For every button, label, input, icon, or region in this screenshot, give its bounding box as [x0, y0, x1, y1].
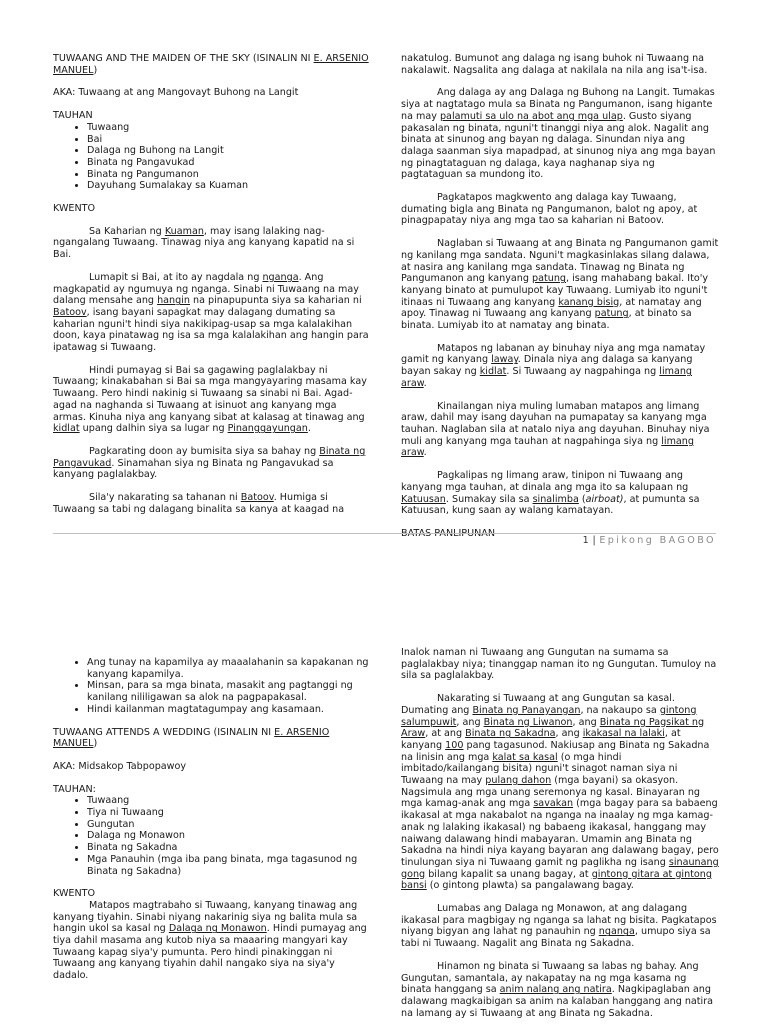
underlined-term: Binata ng Liwanon: [483, 716, 573, 728]
text-run: Hinamon ng binata si Tuwaang sa labas ng bahay. Ang Gungutan, samantala, ay nakapatay na ng mga kasama ng binata hanggang sa: [401, 960, 699, 996]
text-run: .: [423, 447, 427, 459]
underlined-term: kalat sa kasal: [492, 751, 558, 763]
text-run: Lumabas ang Dalaga ng Monawon, at ang dalagang ikakasal para magbigay ng nganga sa lahat ng bisita. Pagkatapos niyang bigyan ang lahat ng panauhin ng: [401, 903, 717, 938]
text-run: TUWAANG AND THE MAIDEN OF THE SKY (ISINALIN NI: [53, 53, 314, 64]
text-run: . Nagkipaglaban ang dalawang magkaibigan sa anim na kalaban hanggang ang natira na lamang ay si Tuwaang at ang Binata ng Sakadna.: [401, 984, 714, 1019]
underlined-term: savakan: [533, 798, 574, 810]
underlined-term: ikakasal na lalaki: [582, 728, 665, 740]
text-run: , ang: [456, 716, 484, 728]
underlined-term: patung: [594, 308, 629, 320]
paragraph: [53, 900, 371, 982]
list-item: • Dalaga ng Buhong na Langit: [87, 145, 371, 157]
paragraph: [401, 693, 719, 892]
underlined-term: Katuusan: [401, 493, 446, 505]
list-item: • Tiya ni Tuwaang: [87, 807, 371, 819]
document-page-2: [0, 645, 768, 1024]
underlined-term: kidlat: [53, 423, 80, 435]
list-item: • Bai: [87, 134, 371, 146]
paragraph: [53, 110, 371, 122]
underlined-term: patung: [532, 273, 566, 285]
underlined-term: Batoov: [240, 492, 274, 504]
text-run: , at pumunta sa Katuusan, kung saan ay walang kamatayan.: [401, 493, 700, 517]
footer-separator: |: [592, 535, 596, 546]
text-run: . Gusto siyang pakasalan ng binata, nguni't tinanggi niya ang alok. Nagalit ang binata at sinunog ang bayan ng dalaga. Sinundan niya ang dalaga saanman siya mapadpad, at sinunog niya ang mga bayan ng pinagtataguan ng dalaga, kaya naghanap siya ng pagtataguan sa mundong ito.: [401, 110, 716, 181]
underlined-term: nganga: [598, 926, 635, 938]
paragraph: [401, 961, 719, 1020]
paragraph: [401, 238, 719, 332]
list-item: • Binata ng Pangumanon: [87, 169, 371, 181]
list-item: • Minsan, para sa mga binata, masakit ang pagtanggi ng kanilang nililigawan sa alok na pagpapakasal.: [87, 680, 371, 703]
underlined-term: E. ARSENIO MANUEL: [53, 726, 330, 750]
underlined-term: Binata ng Panayangan: [472, 704, 581, 716]
text-run: Pagkalipas ng limang araw, tinipon ni Tuwaang ang kanyang mga tauhan, at dinala ang mga ito sa kalupaan ng: [401, 470, 689, 493]
paragraph: [53, 53, 371, 76]
list-item: • Hindi kailanman magtatagumpay ang kasamaan.: [87, 704, 371, 716]
paragraph: [401, 192, 719, 227]
underlined-term: Binata ng Sakadna: [465, 728, 556, 740]
text-run: (mga bagay para sa babaeng ikakasal at mga nakabalot na nganga na inaalay ng mga kamag-anak ng lalaking ikakasal) ng babaeng ikakasal, hanggang may naiwang dalawang hindi mabayaran. Umamin ang Binata ng Sakadna na hindi niya kayang bayaran ang dalawang bagay, pero tinulungan siya ni Tuwaang gamit ng paglikha ng isang: [401, 798, 719, 868]
text-run: . Ang magkapatid ay ngumuya ng nganga. Sinabi ni Tuwaang na may dalang mensahe ang: [53, 271, 359, 307]
paragraph: [53, 888, 371, 900]
text-run: , isang bayani sapagkat may dalagang dumating sa kaharian nguni't hindi siya nakikipag-usap sa mga kalalakihan doon, kaya pinatawag ng isa sa mga kalalakihan ang hangin para ipatawag si Tuwaang.: [53, 306, 369, 354]
paragraph: [53, 761, 371, 773]
paragraph: [53, 272, 371, 354]
page2-right-column: [401, 647, 719, 1019]
text-run: Inalok naman ni Tuwaang ang Gungutan na sumama sa paglalakbay niya; tinanggap naman ito ng Gungutan. Tumuloy na sila sa paglalakbay.: [401, 647, 717, 682]
text-run: , isang mahabang bakal. Ito'y kanyang binato at pumulupot kay Tuwaang. Lumiyab ito nguni't itinaas ni Tuwaang ang kanyang: [401, 273, 709, 308]
text-run: Pagkarating doon ay bumisita siya sa bahay ng: [89, 445, 320, 457]
text-run: , may isang lalaking nag-ngangalang Tuwaang. Tinawag niya ang kanyang kapatid na si Bai.: [53, 225, 355, 261]
paragraph: [53, 226, 371, 261]
underlined-term: limang araw: [401, 366, 693, 389]
paragraph: [53, 784, 371, 796]
text-run: , ang: [555, 728, 583, 740]
text-run: Matapos magtrabaho si Tuwaang, kanyang tinawag ang kanyang tiyahin. Sinabi niyang nakarinig siya ng balita mula sa hangin ukol sa kasal ng: [53, 899, 358, 935]
underlined-term: anim nalang ang natira: [499, 984, 612, 996]
underlined-term: gintong gitara at gintong bansi: [401, 868, 712, 892]
text-run: upang dalhin siya sa lugar ng: [79, 423, 228, 435]
underlined-term: gintong salumpuwit: [401, 704, 697, 728]
page-footer: [583, 535, 716, 547]
text-run: Lumapit si Bai, at ito ay nagdala ng: [89, 271, 263, 283]
list-item: • Dayuhang Sumalakay sa Kuaman: [87, 180, 371, 192]
paragraph: [401, 401, 719, 460]
text-run: AKA: Tuwaang at ang Mangovayt Buhong na Langit: [53, 87, 299, 99]
underlined-term: Kuaman: [164, 225, 204, 237]
text-run: , umupo siya sa tabi ni Tuwaang. Nagalit ang Binata ng Sakadna.: [401, 926, 711, 950]
page-number: 1: [582, 535, 590, 546]
text-run: . Sumakay sila sa: [445, 493, 533, 505]
underlined-term: laway: [491, 354, 518, 366]
paragraph: [53, 365, 371, 435]
text-run: , ang: [572, 716, 600, 728]
text-run: airboat): [585, 493, 624, 505]
footer-rule: [53, 533, 716, 534]
underlined-term: pulang dahon: [485, 775, 552, 787]
text-run: Sila'y nakarating sa tahanan ni: [89, 492, 241, 504]
paragraph: [401, 647, 719, 682]
bullet-list: [53, 657, 371, 716]
text-run: . Humiga si Tuwaang sa tabi ng dalagang binalita sa kanya at kaagad na: [53, 492, 345, 515]
paragraph: [53, 446, 371, 481]
list-item: • Gungutan: [87, 819, 371, 831]
text-run: ): [93, 738, 98, 750]
text-run: . Sinamahan siya ng Binata ng Pangavukad sa kanyang paglalakbay.: [53, 457, 334, 481]
text-run: TAUHAN: [53, 110, 93, 122]
underlined-term: limang araw: [401, 435, 694, 459]
list-item: • Mga Panauhin (mga iba pang binata, mga tagasunod ng Binata ng Sakadna): [87, 854, 371, 877]
paragraph: [401, 903, 719, 950]
underlined-term: hangin: [157, 295, 190, 307]
text-run: Ang dalaga ay ang Dalaga ng Buhong na Langit. Tumakas siya at nagtatago mula sa Binata ng Pangumanon, isang higante na may: [401, 87, 715, 122]
paragraph: [401, 53, 719, 76]
text-run: , na nakaupo sa: [580, 704, 660, 716]
paragraph: [401, 343, 719, 390]
underlined-term: Pinanggayungan: [227, 423, 308, 435]
page1-right-column: [401, 53, 719, 540]
underlined-term: sinaunang gong: [401, 856, 719, 880]
paragraph: [401, 470, 719, 517]
text-run: , at binato sa binata. Lumiyab ito at namatay ang binata.: [401, 308, 692, 332]
paragraph: [53, 727, 371, 750]
paragraph: [53, 203, 371, 215]
underlined-term: 100: [445, 739, 464, 751]
bullet-list: [53, 122, 371, 192]
list-item: • Binata ng Pangavukad: [87, 157, 371, 169]
text-run: (: [578, 493, 586, 505]
list-item: • Dalaga ng Monawon: [87, 830, 371, 842]
text-run: TUWAANG ATTENDS A WEDDING (ISINALIN NI: [53, 726, 275, 738]
text-run: (o gintong plawta) sa pangalawang bagay.: [426, 880, 634, 892]
paragraph: [53, 87, 371, 99]
text-run: Naglaban si Tuwaang at ang Binata ng Pangumanon gamit ng kanilang mga sandata. Nguni't magkasinlakas silang dalawa, at nasira ang kanilang mga sandata. Tinawag ng Binata ng Pangumanon ang kanyang: [401, 238, 719, 285]
list-item: • Binata ng Sakadna: [87, 842, 371, 854]
text-run: bilang kapalit sa unang bagay, at: [425, 868, 592, 880]
text-run: Pagkatapos magkwento ang dalaga kay Tuwaang, dumating bigla ang Binata ng Pangumanon, balot ng apoy, at pinagpapatay niya ang mga tao sa kaharian ni Batoov.: [401, 192, 698, 227]
bullet-list: [53, 795, 371, 877]
text-run: Nakarating si Tuwaang at ang Gungutan sa kasal. Dumating ang: [401, 693, 675, 716]
text-run: , at namatay ang apoy. Tinawag ni Tuwaang ang kanyang: [401, 296, 702, 320]
text-run: KWENTO: [53, 888, 96, 900]
text-run: . Dinala niya ang dalaga sa kanyang bayan sakay ng: [401, 354, 693, 378]
text-run: . Hindi pumayag ang tiya dahil masama ang kutob niya sa maaaring mangyari kay Tuwaang kapag siya'y pumunta. Pero hindi pinakinggan ni Tuwaang ang kanyang tiyahin dahil nangako siya na siya'y dadalo.: [53, 923, 367, 982]
underlined-term: palamuti sa ulo na abot ang mga ulap: [439, 110, 623, 122]
text-run: Matapos ng labanan ay binuhay niya ang mga namatay gamit ng kanyang: [401, 342, 706, 366]
text-run: pang tagasunod. Nakiusap ang Binata ng Sakadna na linisin ang mga: [401, 739, 710, 763]
text-run: , at kanyang: [401, 728, 681, 751]
underlined-term: kanang bisig: [558, 296, 620, 308]
underlined-term: Dalaga ng Monawon: [168, 923, 267, 935]
text-run: AKA: Midsakop Tabpopawoy: [53, 760, 187, 772]
text-run: . Si Tuwaang ay nagpahinga ng: [506, 366, 660, 378]
text-run: .: [307, 423, 311, 435]
underlined-term: Batoov: [53, 306, 87, 318]
underlined-term: kidlat: [479, 366, 507, 378]
underlined-term: nganga: [262, 271, 299, 283]
underlined-term: Binata ng Pangavukad: [53, 445, 366, 469]
text-run: TAUHAN:: [53, 783, 96, 795]
underlined-term: Binata ng Pagsikat ng Araw: [401, 716, 705, 740]
page2-left-column: [53, 657, 371, 982]
text-run: Kinailangan niya muling lumaban matapos ang limang araw, dahil may isang dayuhan na pumapatay sa kanyang mga tauhan. Naglaban sila at natalo niya ang dayuhan. Binuhay niya muli ang kanyang mga tauhan at nagpahinga siya ng: [401, 400, 710, 447]
underlined-term: E. ARSENIO MANUEL: [53, 53, 369, 76]
paragraph: [53, 492, 371, 515]
text-run: KWENTO: [53, 203, 96, 215]
text-run: (mga bayani) sa okasyon. Nagsimula ang mga unang seremonya ng kasal. Binayaran ng mga kamag-anak ang mga: [401, 775, 701, 810]
text-run: , at ang: [425, 728, 466, 740]
text-run: na pinapupunta siya sa kaharian ni: [189, 295, 362, 307]
page1-left-column: [53, 53, 371, 516]
underlined-term: sinalimba: [532, 493, 579, 505]
text-run: .: [423, 377, 427, 389]
list-item: • Ang tunay na kapamilya ay maaalahanin sa kapakanan ng kanyang kapamilya.: [87, 657, 371, 680]
text-run: Sa Kaharian ng: [89, 225, 165, 237]
list-item: • Tuwaang: [87, 795, 371, 807]
text-run: (o mga hindi imbitado/kailangang bisita) nguni't sinagot naman siya ni Tuwaang na may: [401, 751, 678, 787]
text-run: BATAS PANLIPUNAN: [401, 527, 496, 539]
text-run: nakatulog. Bumunot ang dalaga ng isang buhok ni Tuwaang na nakalawit. Nagsalita ang dalaga at nakilala na nila ang isa't-isa.: [401, 53, 708, 76]
text-run: ): [93, 64, 98, 76]
text-run: Hindi pumayag si Bai sa gagawing paglalakbay ni Tuwaang; kinakabahan si Bai sa mga mangyayaring masama kay Tuwaang. Pero hindi nakinig si Tuwaang sa sinabi ni Bai. Agad-agad na naghanda si Tuwaang at isinuot ang kanyang mga armas. Kinuha niya ang kanyang sibat at kalasag at tinawag ang: [53, 364, 367, 423]
paragraph: [401, 87, 719, 181]
list-item: • Tuwaang: [87, 122, 371, 134]
footer-title: Epikong BAGOBO: [599, 535, 716, 546]
